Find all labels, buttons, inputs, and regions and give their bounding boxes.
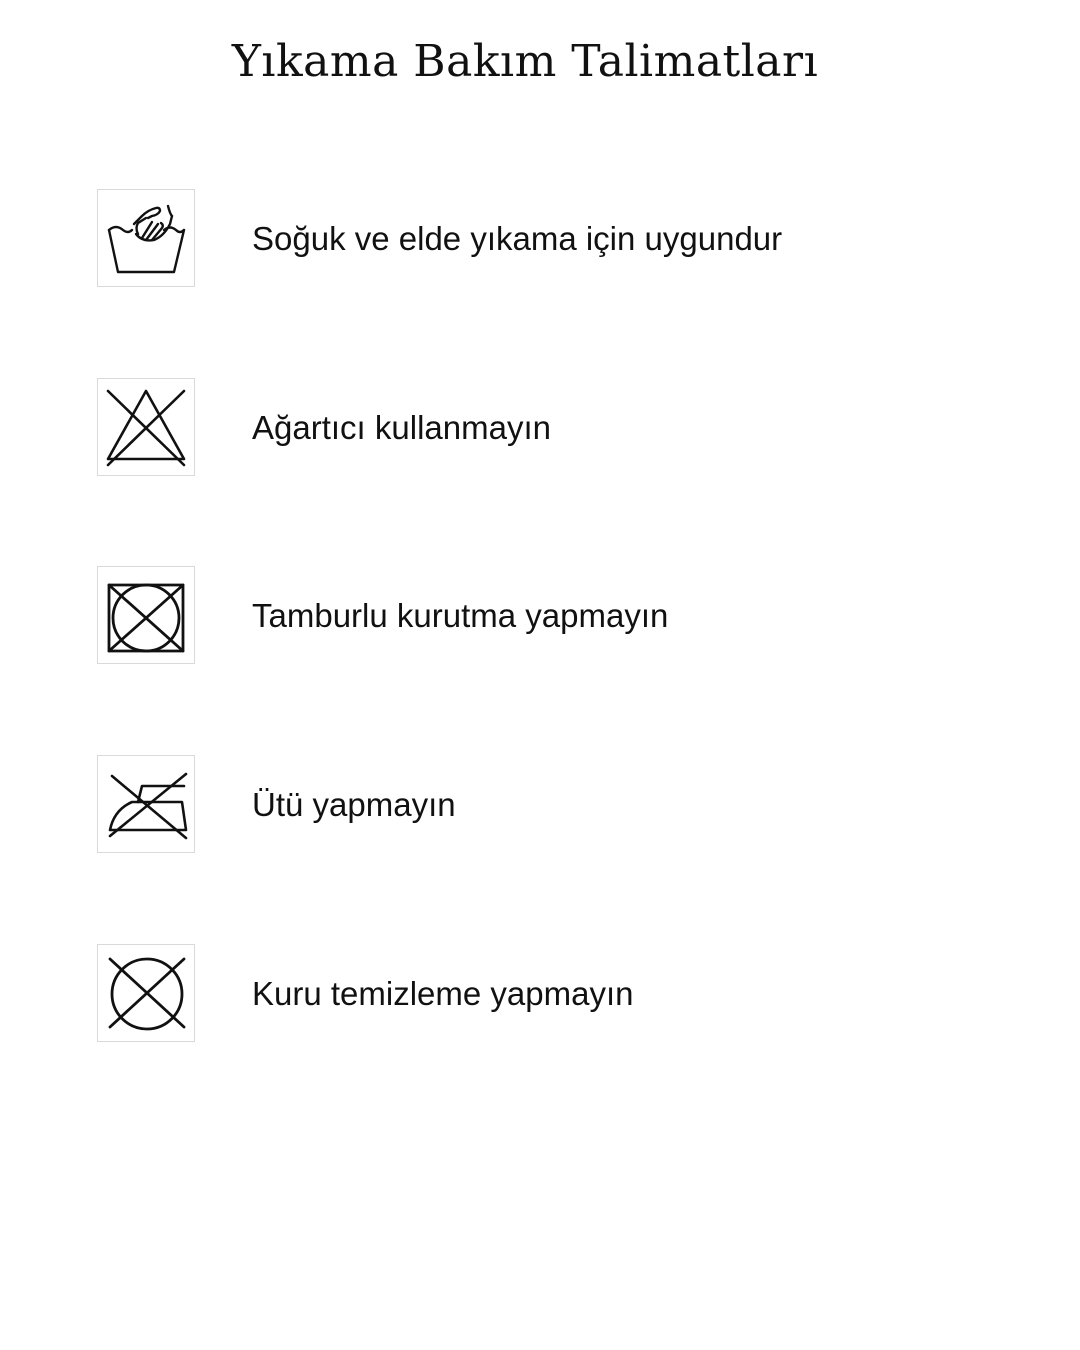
care-label-hand-wash: Soğuk ve elde yıkama için uygundur [252,220,783,257]
hand-wash-icon [97,189,195,287]
no-dry-clean-icon [97,944,195,1042]
page-title: Yıkama Bakım Talimatları [231,36,819,87]
no-tumble-dry-icon [97,566,195,664]
care-item-no-dry-clean [97,944,997,1044]
care-label-no-iron: Ütü yapmayın [252,786,456,823]
care-label-no-tumble-dry: Tamburlu kurutma yapmayın [252,597,669,634]
care-item-no-tumble-dry [97,566,997,666]
care-item-no-iron [97,755,997,855]
care-item-hand-wash [97,189,997,289]
care-label-no-dry-clean: Kuru temizleme yapmayın [252,975,634,1012]
care-item-no-bleach [97,378,997,478]
care-label-no-bleach: Ağartıcı kullanmayın [252,409,551,446]
no-bleach-icon [97,378,195,476]
no-iron-icon [97,755,195,853]
